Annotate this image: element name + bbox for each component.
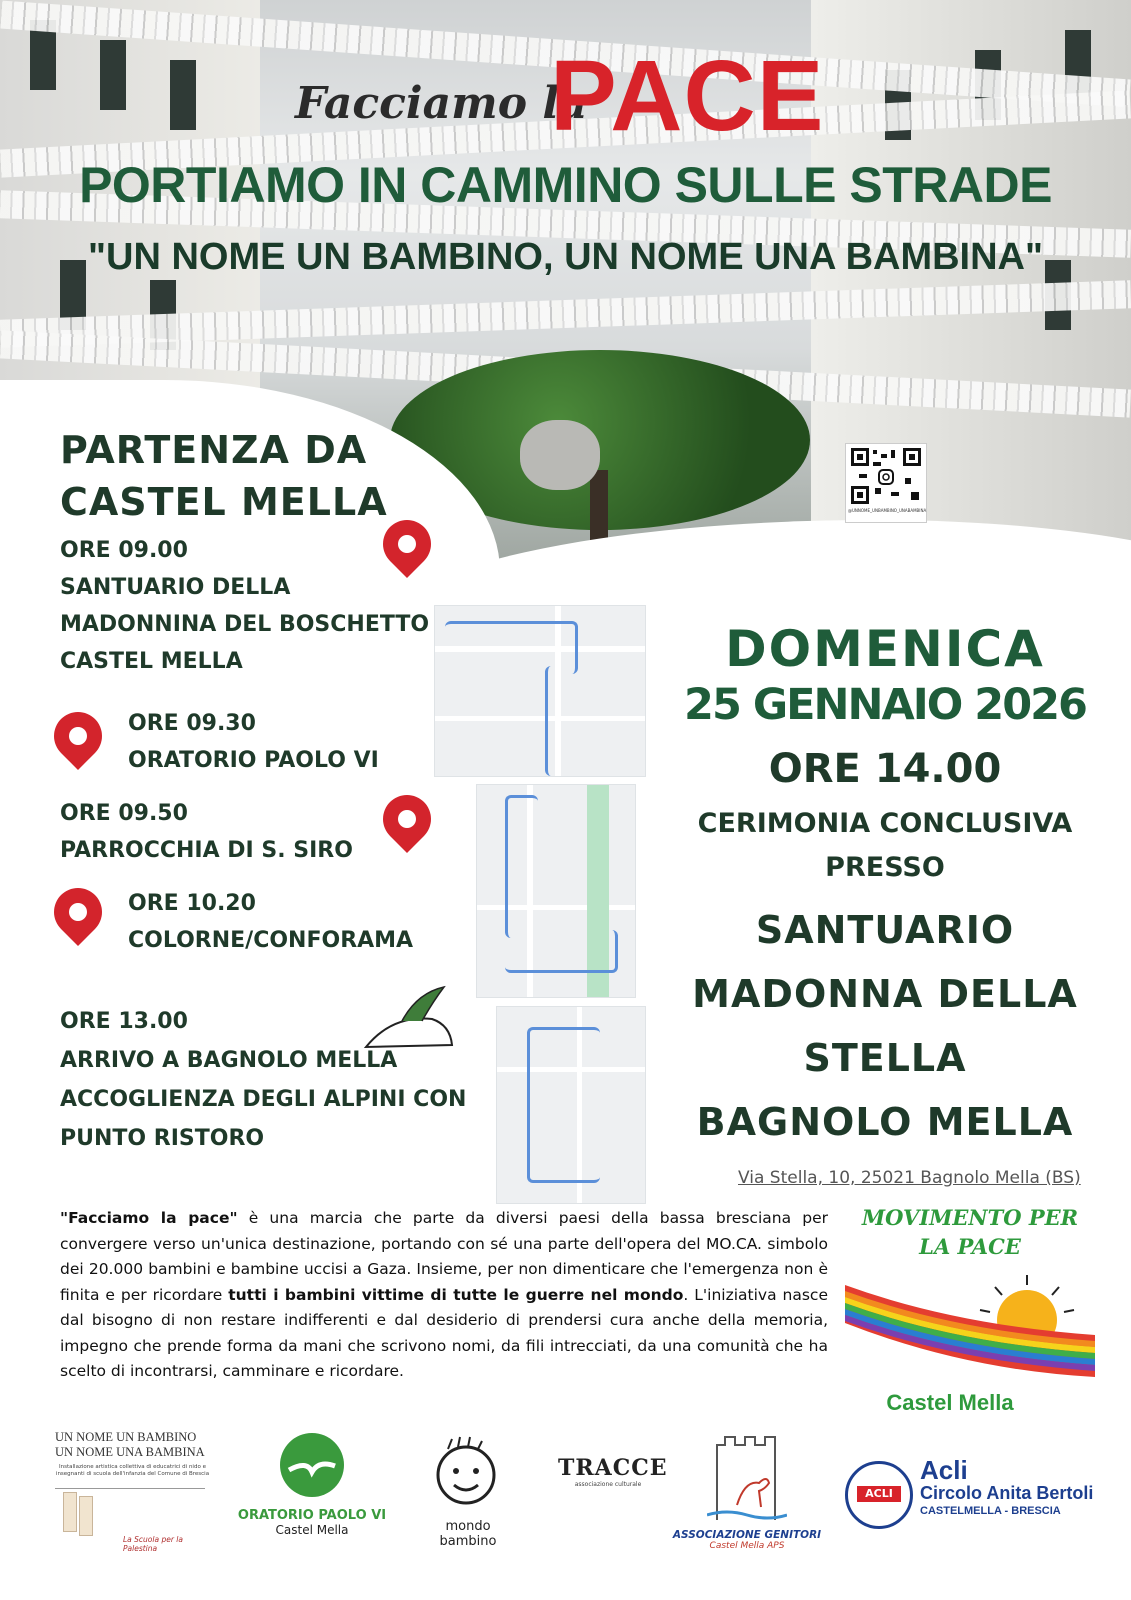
stop-1: ORE 09.00 SANTUARIO DELLA MADONNINA DEL BOSCHETTO CASTEL MELLA: [60, 532, 429, 680]
departure-heading: PARTENZA DA CASTEL MELLA: [60, 428, 388, 524]
stop-4: ORE 10.20 COLORNE/CONFORAMA: [128, 885, 413, 959]
stop-time: ORE 09.50: [60, 801, 188, 826]
address-link[interactable]: Via Stella, 10, 25021 Bagnolo Mella (BS): [738, 1168, 1081, 1188]
logo-unnome: UN NOME UN BAMBINO UN NOME UNA BAMBINA Installazione artistica collettiva di educatrici di nido e insegnanti di scuola dell'infanzia del Comune di Brescia La Scuola per la Palestina: [55, 1430, 210, 1553]
stop-3: ORE 09.50 PARROCCHIA DI S. SIRO: [60, 795, 353, 869]
logo-oratorio: ORATORIO PAOLO VI Castel Mella: [232, 1430, 392, 1550]
oratorio-hands-icon: [277, 1430, 347, 1500]
event-time: ORE 14.00: [768, 746, 1002, 792]
rainbow-sun-icon: [845, 1265, 1095, 1385]
event-info: [650, 620, 1120, 1154]
stop-time: ORE 13.00: [60, 1009, 188, 1034]
title-italic: Facciamo la: [295, 78, 588, 129]
stop-time: ORE 09.00: [60, 538, 188, 563]
venue: SANTUARIO MADONNA DELLA STELLA BAGNOLO MELLA: [692, 908, 1078, 1144]
logo-mondo-bambino: mondo bambino: [418, 1435, 518, 1535]
quote: "UN NOME UN BAMBINO, UN NOME UNA BAMBINA": [87, 236, 1044, 278]
acli-badge: ACLI: [845, 1461, 913, 1529]
route-map-1[interactable]: [434, 605, 646, 777]
stop-time: ORE 10.20: [128, 891, 256, 916]
event-day: DOMENICA: [725, 620, 1045, 678]
qr-caption: @UNNOME_UNBAMBINO_UNABAMBINA: [848, 508, 927, 513]
elephant-sculpture: [520, 420, 600, 490]
stop-2: ORE 09.30 ORATORIO PAOLO VI: [128, 705, 379, 779]
route-map-3[interactable]: [496, 1006, 646, 1204]
child-face-icon: [418, 1435, 518, 1515]
logo-acli: ACLI Acli Circolo Anita Bertoli CASTELMELLA - BRESCIA: [845, 1455, 1095, 1535]
movimento-pace-logo: MOVIMENTO PER LA PACE Castel Mella: [845, 1205, 1095, 1420]
ceremony-line-2: PRESSO: [825, 852, 945, 883]
stop-5: ORE 13.00 ARRIVO A BAGNOLO MELLA ACCOGLIENZA DEGLI ALPINI CON PUNTO RISTORO: [60, 1002, 466, 1158]
logo-associazione-genitori: ASSOCIAZIONE GENITORI Castel Mella APS: [672, 1435, 822, 1560]
subtitle: PORTIAMO IN CAMMINO SULLE STRADE: [79, 157, 1052, 213]
title-pace: PACE: [550, 40, 825, 152]
route-map-2[interactable]: [476, 784, 636, 998]
stop-time: ORE 09.30: [128, 711, 256, 736]
ceremony-line-1: CERIMONIA CONCLUSIVA: [697, 808, 1073, 839]
description: "Facciamo la pace" è una marcia che parte da diversi paesi della bassa bresciana per convergere verso un'unica destinazione, portando con sé una parte dell'opera del MO.CA. simbolo dei 20.000 bambini e bambine uccisi a Gaza. Insieme, per non dimenticare che l'emergenza non è finita e per ricordare tutti i bambini vittime di tutte le guerre nel mondo. L'iniziativa nasce dal bisogno di non restare indifferenti e dal desiderio di prendersi cura anche della memoria, impegno che prende forma da mani che scrivono nomi, da fili intrecciati, da una comunità che ha scelto di incontrarsi, camminare e ricordare.: [60, 1209, 828, 1380]
tower-kangaroo-icon: [707, 1435, 787, 1525]
qr-code[interactable]: [845, 443, 927, 523]
logo-tracce: TRACCE associazione culturale: [558, 1455, 668, 1488]
location-pin-icon: [373, 785, 441, 853]
event-date: 25 GENNAIO 2026: [684, 680, 1086, 730]
location-pin-icon: [44, 878, 112, 946]
location-pin-icon: [44, 702, 112, 770]
